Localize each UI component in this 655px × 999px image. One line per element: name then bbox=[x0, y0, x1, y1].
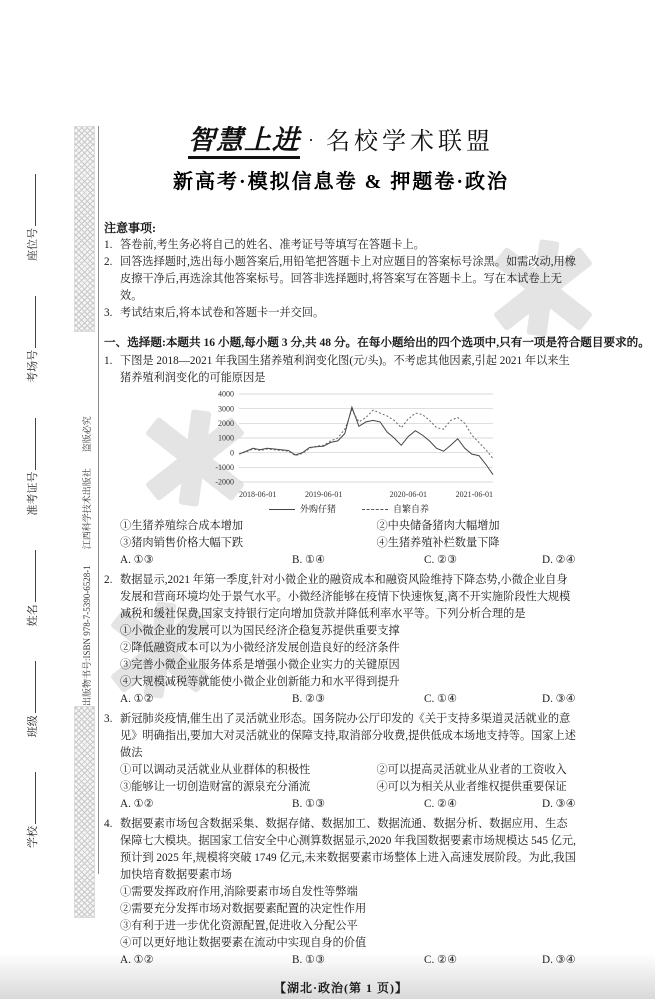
isbn-label: 出版物书号:ISBN 978-7-5390-6528-1 bbox=[81, 565, 92, 706]
seal-line-rule bbox=[98, 126, 99, 874]
field-name-blank bbox=[25, 550, 36, 602]
field-admission-number-label: 准考证号 bbox=[27, 471, 39, 516]
svg-text:2019-06-01: 2019-06-01 bbox=[305, 490, 343, 499]
option-4: ④生猪养殖补栏数量下降 bbox=[376, 537, 500, 549]
field-name-label: 姓名 bbox=[27, 604, 39, 627]
choice-d: D. ③④ bbox=[542, 954, 576, 966]
choice-c: C. ②④ bbox=[424, 954, 458, 966]
option-3: ③能够让一切创造财富的源泉充分涌流 bbox=[120, 781, 311, 793]
option-4: ④可以更好地让数据要素在流动中实现自身的价值 bbox=[120, 937, 367, 949]
notice-text: 答卷前,考生务必将自己的姓名、准考证号等填写在答题卡上。 bbox=[120, 239, 425, 251]
question-3 bbox=[104, 711, 578, 813]
notice-item bbox=[104, 254, 578, 305]
choice-d: D. ③④ bbox=[542, 693, 576, 705]
choice-a: A. ①② bbox=[120, 798, 154, 810]
field-school-label: 学校 bbox=[27, 826, 39, 848]
question-number: 2. bbox=[104, 574, 113, 586]
solid-line-swatch bbox=[269, 509, 295, 510]
paper-title: 新高考·模拟信息卷 & 押题卷·政治 bbox=[173, 171, 509, 193]
option-1: ①生猪养殖综合成本增加 bbox=[120, 520, 244, 532]
profit-line-chart bbox=[199, 389, 499, 518]
brand-logo: 智慧上进 bbox=[188, 125, 300, 159]
field-class-label: 班级 bbox=[27, 715, 39, 738]
option-list bbox=[120, 518, 578, 552]
dashed-line-swatch bbox=[362, 509, 388, 510]
page-footer: 【湖北·政治(第 1 页)】 bbox=[274, 981, 408, 995]
question-stem: 数据显示,2021 年第一季度,针对小微企业的融资成本和融资风险维持下降态势,小微企业自身发展和营商环境均处于景气水平。小微经济能够在疫情下快速恢复,离不开实施阶段性大规模减税和缓社保费,国家支持银行定向增加贷款并降低利率水平等。下列分析合理的是 bbox=[120, 574, 571, 620]
press-name: 江西科学技术出版社 bbox=[81, 468, 92, 550]
field-exam-room-label: 考场号 bbox=[27, 349, 39, 383]
answer-choices bbox=[120, 796, 578, 813]
notice-text: 考试结束后,将本试卷和答题卡一并交回。 bbox=[120, 307, 325, 319]
svg-text:0: 0 bbox=[230, 448, 234, 458]
legend-item-solid bbox=[269, 501, 336, 518]
option-2: ②需要充分发挥市场对数据要素配置的决定性作用 bbox=[120, 903, 367, 915]
choice-b: B. ②③ bbox=[292, 693, 326, 705]
option-2: ②可以提高灵活就业从业者的工资收入 bbox=[376, 764, 567, 776]
option-list bbox=[120, 623, 578, 691]
field-admission-number-blank bbox=[25, 418, 36, 470]
choice-d: D. ②④ bbox=[542, 554, 576, 566]
field-name bbox=[24, 550, 40, 626]
choice-b: B. ①③ bbox=[292, 798, 326, 810]
question-number: 1. bbox=[104, 355, 113, 367]
choice-c: C. ②③ bbox=[424, 554, 458, 566]
chart-legend bbox=[199, 501, 499, 518]
svg-text:-2000: -2000 bbox=[215, 477, 234, 487]
field-school bbox=[24, 772, 40, 848]
chart-canvas bbox=[199, 389, 499, 503]
option-1: ①可以调动灵活就业从业群体的积极性 bbox=[120, 764, 311, 776]
question-number: 3. bbox=[104, 713, 113, 725]
choice-d: D. ③④ bbox=[542, 798, 576, 810]
svg-text:3000: 3000 bbox=[218, 404, 234, 414]
legend-label: 外购仔猪 bbox=[299, 504, 336, 514]
option-4: ④可以为相关从业者维权提供重要保证 bbox=[376, 781, 567, 793]
question-4 bbox=[104, 816, 578, 969]
svg-text:-1000: -1000 bbox=[215, 462, 234, 472]
field-exam-room-blank bbox=[25, 296, 36, 348]
notice-text: 回答选择题时,选出每小题答案后,用铅笔把答题卡上对应题目的答案标号涂黑。如需改动,用橡皮擦干净后,再选涂其他答案标号。回答非选择题时,将答案写在答题卡上。写在本试卷上无效。 bbox=[120, 256, 576, 302]
question-stem: 新冠肺炎疫情,催生出了灵活就业形态。国务院办公厅印发的《关于支持多渠道灵活就业的意见》明确指出,要加大对灵活就业的保障支持,取消部分收费,提供低成本场地支持等。国家上述做法 bbox=[120, 713, 576, 759]
svg-text:1000: 1000 bbox=[218, 433, 234, 443]
masthead bbox=[104, 118, 578, 157]
question-1 bbox=[104, 353, 578, 569]
question-2 bbox=[104, 572, 578, 708]
answer-choices bbox=[120, 691, 578, 708]
question-stem: 数据要素市场包含数据采集、数据存储、数据加工、数据流通、数据分析、数据应用、生态保障七大模块。据国家工信安全中心测算数据显示,2020 年我国数据要素市场规模达 545 亿元,预计到 2025 年,规模将突破 1749 亿元,未来数据要素市场整体上进入高速发展阶段。为此,我国加快培育数据要素市场 bbox=[120, 818, 576, 881]
choice-a: A. ①② bbox=[120, 954, 154, 966]
svg-text:2000: 2000 bbox=[218, 418, 234, 428]
choice-a: A. ①② bbox=[120, 693, 154, 705]
notice-block bbox=[104, 220, 578, 322]
option-list bbox=[120, 884, 578, 952]
option-3: ③猪肉销售价格大幅下跌 bbox=[120, 537, 244, 549]
legend-item-dashed bbox=[362, 501, 429, 518]
notice-number: 3. bbox=[104, 307, 113, 319]
answer-choices bbox=[120, 552, 578, 569]
notice-item bbox=[104, 237, 578, 254]
option-list bbox=[120, 762, 578, 796]
seal-line-fields bbox=[18, 148, 40, 878]
field-seat-number bbox=[24, 174, 40, 261]
field-class-blank bbox=[25, 661, 36, 713]
choice-c: C. ①④ bbox=[424, 693, 458, 705]
notice-item bbox=[104, 305, 578, 322]
field-exam-room bbox=[24, 296, 40, 383]
svg-text:2020-06-01: 2020-06-01 bbox=[389, 490, 427, 499]
choice-a: A. ①③ bbox=[120, 554, 154, 566]
answer-choices bbox=[120, 952, 578, 969]
choice-b: B. ①③ bbox=[292, 954, 326, 966]
section-heading: 一、选择题:本题共 16 小题,每小题 3 分,共 48 分。在每小题给出的四个选项中,只有一项是符合题目要求的。 bbox=[104, 336, 650, 349]
notice-number: 1. bbox=[104, 239, 113, 251]
notice-number: 2. bbox=[104, 256, 113, 268]
field-admission-number bbox=[24, 418, 40, 516]
legend-label: 自繁自养 bbox=[393, 504, 430, 514]
svg-text:2018-06-01: 2018-06-01 bbox=[239, 490, 277, 499]
choice-c: C. ②④ bbox=[424, 798, 458, 810]
content-column bbox=[104, 118, 650, 996]
svg-text:2021-06-01: 2021-06-01 bbox=[455, 490, 493, 499]
field-seat-number-label: 座位号 bbox=[27, 228, 39, 262]
option-2: ②降低融资成本可以为小微经济发展创造良好的经济条件 bbox=[120, 642, 400, 654]
option-3: ③完善小微企业服务体系是增强小微企业实力的关键原因 bbox=[120, 659, 400, 671]
notice-heading: 注意事项: bbox=[104, 221, 156, 235]
choice-b: B. ①④ bbox=[292, 554, 326, 566]
option-3: ③有利于进一步优化资源配置,促进收入分配公平 bbox=[120, 920, 358, 932]
logo-separator: · bbox=[308, 130, 318, 150]
option-2: ②中央储备猪肉大幅增加 bbox=[376, 520, 500, 532]
binding-hatch-bottom bbox=[74, 706, 95, 918]
field-class bbox=[24, 661, 40, 737]
option-1: ①小微企业的发展可以为国民经济企稳复苏提供重要支撑 bbox=[120, 625, 400, 637]
binding-hatch-top bbox=[74, 126, 95, 332]
option-4: ④大规模减税等就能使小微企业创新能力和水平得到提升 bbox=[120, 676, 400, 688]
question-stem: 下图是 2018—2021 年我国生猪养殖利润变化图(元/头)。不考虑其他因素,引起 2021 年以来生猪养殖利润变化的可能原因是 bbox=[120, 355, 570, 384]
svg-text:4000: 4000 bbox=[218, 389, 234, 399]
option-1: ①需要发挥政府作用,消除要素市场自发性等弊端 bbox=[120, 886, 358, 898]
question-number: 4. bbox=[104, 818, 113, 830]
publisher-info bbox=[77, 334, 95, 706]
anti-piracy-label: 盗版必究 bbox=[81, 416, 92, 453]
field-seat-number-blank bbox=[25, 174, 36, 226]
field-school-blank bbox=[25, 772, 36, 824]
alliance-name: 名校学术联盟 bbox=[326, 129, 494, 155]
